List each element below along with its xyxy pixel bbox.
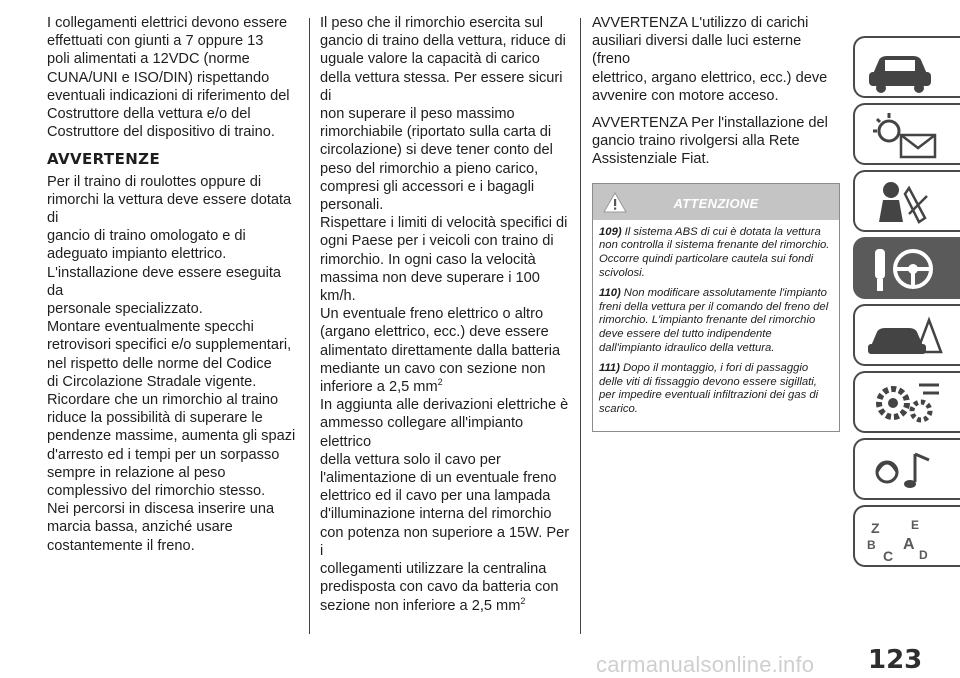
- note-109: [599, 226, 833, 281]
- key-steering-wheel-icon: [865, 245, 945, 295]
- note-number: 110): [599, 286, 621, 299]
- car-breakdown-icon: [865, 312, 945, 362]
- column-divider-1: [309, 18, 310, 634]
- column-3: [592, 14, 840, 432]
- airbag-seat-icon: [865, 178, 945, 228]
- intro-paragraph: I collegamenti elettrici devono essere effettuati con giunti a 7 oppure 13 poli alimentati a 12VDC (norme CUNA/UNI e ISO/DIN) rispettando eventuali indicazioni di riferimento del Costruttore della vettura e/o del Costruttore del dispositivo di traino.: [47, 15, 290, 141]
- note-111: [599, 362, 833, 417]
- section-heading-avvertenze: AVVERTENZE: [47, 150, 161, 169]
- warning-paragraph-1: AVVERTENZA L'utilizzo di carichi ausiliari diversi dalle luci esterne (freno elettrico, argano elettrico, ecc.) deve avvenire con motore acceso.: [592, 15, 828, 104]
- note-text: Non modificare assolutamente l'impianto freni della vettura per il comando del freno del rimorchio. L'impianto frenante del rimorchio deve essere del tutto indipendente dall'impianto idraulico della vettura.: [599, 286, 829, 354]
- attention-notes: [593, 220, 839, 431]
- tab-starting-driving[interactable]: [853, 237, 960, 299]
- index-letter-c: C: [883, 548, 894, 564]
- index-letter-a: A: [903, 536, 915, 553]
- column-1: [47, 14, 299, 555]
- attention-header: [593, 184, 839, 220]
- index-letter-b: B: [867, 538, 876, 552]
- tab-multimedia[interactable]: [853, 438, 960, 500]
- superscript-squared: 2: [437, 377, 443, 388]
- attention-title: ATTENZIONE: [673, 195, 759, 211]
- note-number: 109): [599, 225, 622, 238]
- electrical-derivation-paragraph: [320, 396, 574, 614]
- tab-safety[interactable]: [853, 170, 960, 232]
- watermark: carmanualsonline.info: [596, 652, 815, 677]
- warning-lights-envelope-icon: [865, 111, 945, 161]
- towing-paragraph: Per il traino di roulottes oppure di rimorchi la vettura deve essere dotata di gancio di traino omologato e di adeguato impianto elettrico. L'installazione deve essere eseguita da personale specializzato. Montare eventualmente specchi retrovisori specifici e/o supplementari, nel rispetto delle norme del Codice di Circolazione Stradale vigente. Ricordare che un rimorchio al traino riduce la possibilità di superare le pendenze massime, aumenta gli spazi d'arresto ed i tempi per un sorpasso sempre in relazione al peso complessivo del rimorchio stesso. Nei percorsi in discesa inserire una marcia bassa, anziché usare costantemente il freno.: [47, 173, 296, 554]
- tab-emergency[interactable]: [853, 304, 960, 366]
- tab-maintenance[interactable]: [853, 371, 960, 433]
- column2-text-part1: Il peso che il rimorchio esercita sul gancio di traino della vettura, riduce di uguale valore la capacità di carico della vettura stessa. Per essere sicuri di non superare il peso massimo rimorchiabile (riportato sulla carta di circolazione) si deve tener conto del peso del rimorchio a pieno carico, compresi gli accessori e i bagagli personali. Rispettare i limiti di velocità specifici di ogni Paese per i veicoli con traino di rimorchio. In ogni caso la velocità massima non deve superare i 100 km/h. Un eventuale freno elettrico o altro (argano elettrico, ecc.) deve essere alimentato direttamente dalla batteria mediante un cavo con sezione non inferiore a 2,5 mm: [320, 15, 568, 396]
- warning-paragraph-2: AVVERTENZA Per l'installazione del gancio traino rivolgersi alla Rete Assistenziale Fiat.: [592, 115, 828, 168]
- attention-box: [592, 183, 840, 432]
- column-divider-2: [580, 18, 581, 634]
- gear-service-icon: [865, 379, 945, 429]
- page-number: 123: [868, 645, 923, 675]
- multimedia-icon: [865, 446, 945, 496]
- tab-car-overview[interactable]: [853, 36, 960, 98]
- index-letter-e: E: [911, 518, 920, 532]
- column2-text-part2: In aggiunta alle derivazioni elettriche è ammesso collegare all'impianto elettrico della vettura solo il cavo per l'alimentazione di un eventuale freno elettrico ed il cavo per una lampada d'illuminazione interna del rimorchio con potenza non superiore a 15W. Per i collegamenti utilizzare la centralina predisposta con cavo da batteria con sezione non inferiore a 2,5 mm: [320, 397, 570, 614]
- superscript-squared: 2: [520, 595, 526, 606]
- car-icon: [865, 44, 945, 94]
- note-text: Dopo il montaggio, i fori di passaggio delle viti di fissaggio devono essere sigillati, per impedire eventuali infiltrazioni dei gas di scarico.: [599, 361, 819, 416]
- note-number: 111): [599, 361, 620, 374]
- note-text: Il sistema ABS di cui è dotata la vettura non controlla il sistema frenante del rimorchio. Occorre quindi particolare cautela sui fondi scivolosi.: [599, 225, 830, 280]
- index-letter-d: D: [919, 548, 928, 562]
- trailer-weight-paragraph: [320, 14, 574, 396]
- alphabetical-index-icon: [865, 513, 945, 565]
- index-letter-z: Z: [871, 520, 880, 536]
- column-2: [320, 14, 574, 615]
- note-110: [599, 287, 833, 356]
- tab-warning-lights[interactable]: [853, 103, 960, 165]
- tab-index[interactable]: [853, 505, 960, 567]
